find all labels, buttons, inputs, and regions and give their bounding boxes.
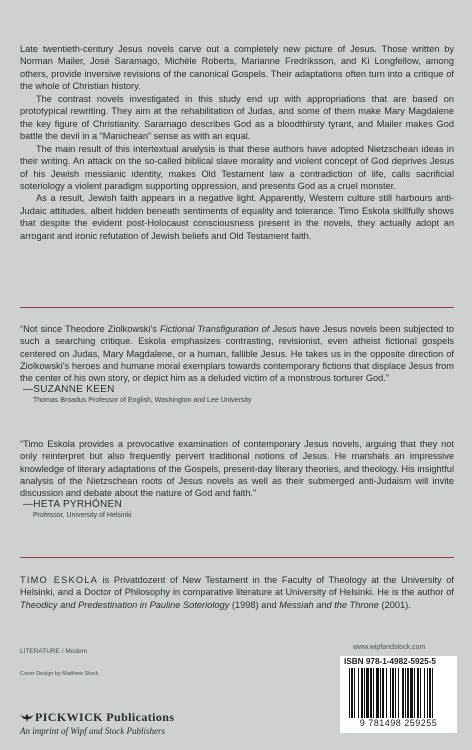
eagle-icon	[20, 712, 34, 723]
barcode-number: 9 781498 259255	[359, 718, 438, 728]
review-pyrhonen	[20, 438, 454, 521]
review-keen	[20, 323, 454, 406]
review-pyrhonen-title: Professor, University of Helsinki	[33, 512, 132, 520]
barcode-icon	[349, 668, 448, 718]
description-paragraph-1: Late twentieth-century Jesus novels carve out a completely new picture of Jesus. Those written by Norman Mailer, José Saramago, Michèle Roberts, Marianne Fredriksson, and Ki Longfellow, among others, provide inversive revisions of the canonical Gospels. Their adaptations often turn into a critique of the whole of Christian history.	[20, 44, 454, 92]
description-paragraph-2: The contrast novels investigated in this study end up with appropriations that are based on prototypical rewriting. They aim at the rehabilitation of Judas, and some of them make Mary Magdalene the key figure of Christianity. Saramago describes God as a bloodthirsty tyrant, and Mailer makes God battle the devil in a “Manichean” sense as with an equal.	[20, 93, 454, 142]
description-paragraph-3: The main result of this intertextual analysis is that these authors have adopted Nietzschean ideas in their writing. An attack on the so-called biblical slave morality and violent concept of God deprives Jesus of his Jewish messianic identity, makes Old Testament law a contradiction of life, calls sacrificial soteriology a violent paradigm supporting oppression, and presents God as a cruel monster.	[20, 143, 454, 191]
cover-design-credit: Cover Design by Matthew Stock	[20, 671, 99, 677]
publisher-website: www.wipfandstock.com	[353, 644, 426, 651]
description-paragraph-4: As a result, Jewish faith appears in a negative light. Apparently, Western culture still harbours anti-Judaic attitudes, albeit hidden beneath sentiments of equality and tolerance. Timo Eskola skillfully shows that despite the evident post-Holocaust consciousness present in the novels, they actually adopt an arrogant and ironic refutation of Jewish beliefs and Old Testament faith.	[20, 193, 454, 241]
barcode-panel	[340, 656, 457, 733]
isbn-text: ISBN 978-1-4982-5925-5	[344, 657, 436, 666]
review-keen-book-title: Fictional Transfiguration of Jesus	[160, 324, 297, 334]
book-description	[20, 43, 454, 242]
author-bio: TIMO ESKOLA is Privatdozent of New Testament in the Faculty of Theology at the University of Helsinki, and a Doctor of Philosophy in comparative literature at University of Helsinki. He is the author of Theodicy and Predestination in Pauline Soteriology (1998) and Messiah and the Throne (2001).	[20, 575, 454, 610]
publisher-logo	[20, 710, 174, 736]
category-label: LITERATURE / Modern	[20, 648, 88, 655]
review-pyrhonen-name: —HETA PYRHÖNEN	[23, 499, 123, 511]
publisher-imprint: An imprint of Wipf and Stock Publishers	[20, 726, 165, 736]
review-keen-title: Thomas Broadus Professor of English, Washington and Lee University	[33, 397, 252, 405]
review-keen-name: —SUZANNE KEEN	[23, 384, 115, 396]
divider-1	[20, 307, 454, 308]
divider-2	[20, 557, 454, 558]
author-book-2: Messiah and the Throne	[279, 599, 379, 610]
publisher-name: PICKWICK Publications	[20, 710, 174, 725]
review-pyrhonen-text: “Timo Eskola provides a provocative examination of contemporary Jesus novels, arguing that they not only reinterpret but also frequently pervert traditional notions of Jesus. He marshals an impressive knowledge of literary adaptations of the Gospels, present-day literary theories, and theology. His insightful analysis of the Nietzschean roots of Jesus novels as well as their submerged anti-Judaism will invite discussion and debate about the nature of God and faith.”	[20, 439, 454, 499]
author-book-1: Theodicy and Predestination in Pauline Soteriology	[20, 599, 230, 610]
author-name: TIMO ESKOLA	[20, 575, 98, 585]
review-keen-text: “Not since Theodore Ziolkowski’s Fictional Transfiguration of Jesus have Jesus novels been subjected to such a searching critique. Eskola emphasizes contrasting, revisionist, even atheist fictional gospels centered on Judas, Mary Magdalene, or a human, fallible Jesus. He takes us in the opposite direction of Ziolkowski’s heroes and humane moral exemplars towards contemporary fictions that displace Jesus from the center of his own story, or depict him as a deluded victim of a monstrous torturer God.”	[20, 324, 454, 384]
